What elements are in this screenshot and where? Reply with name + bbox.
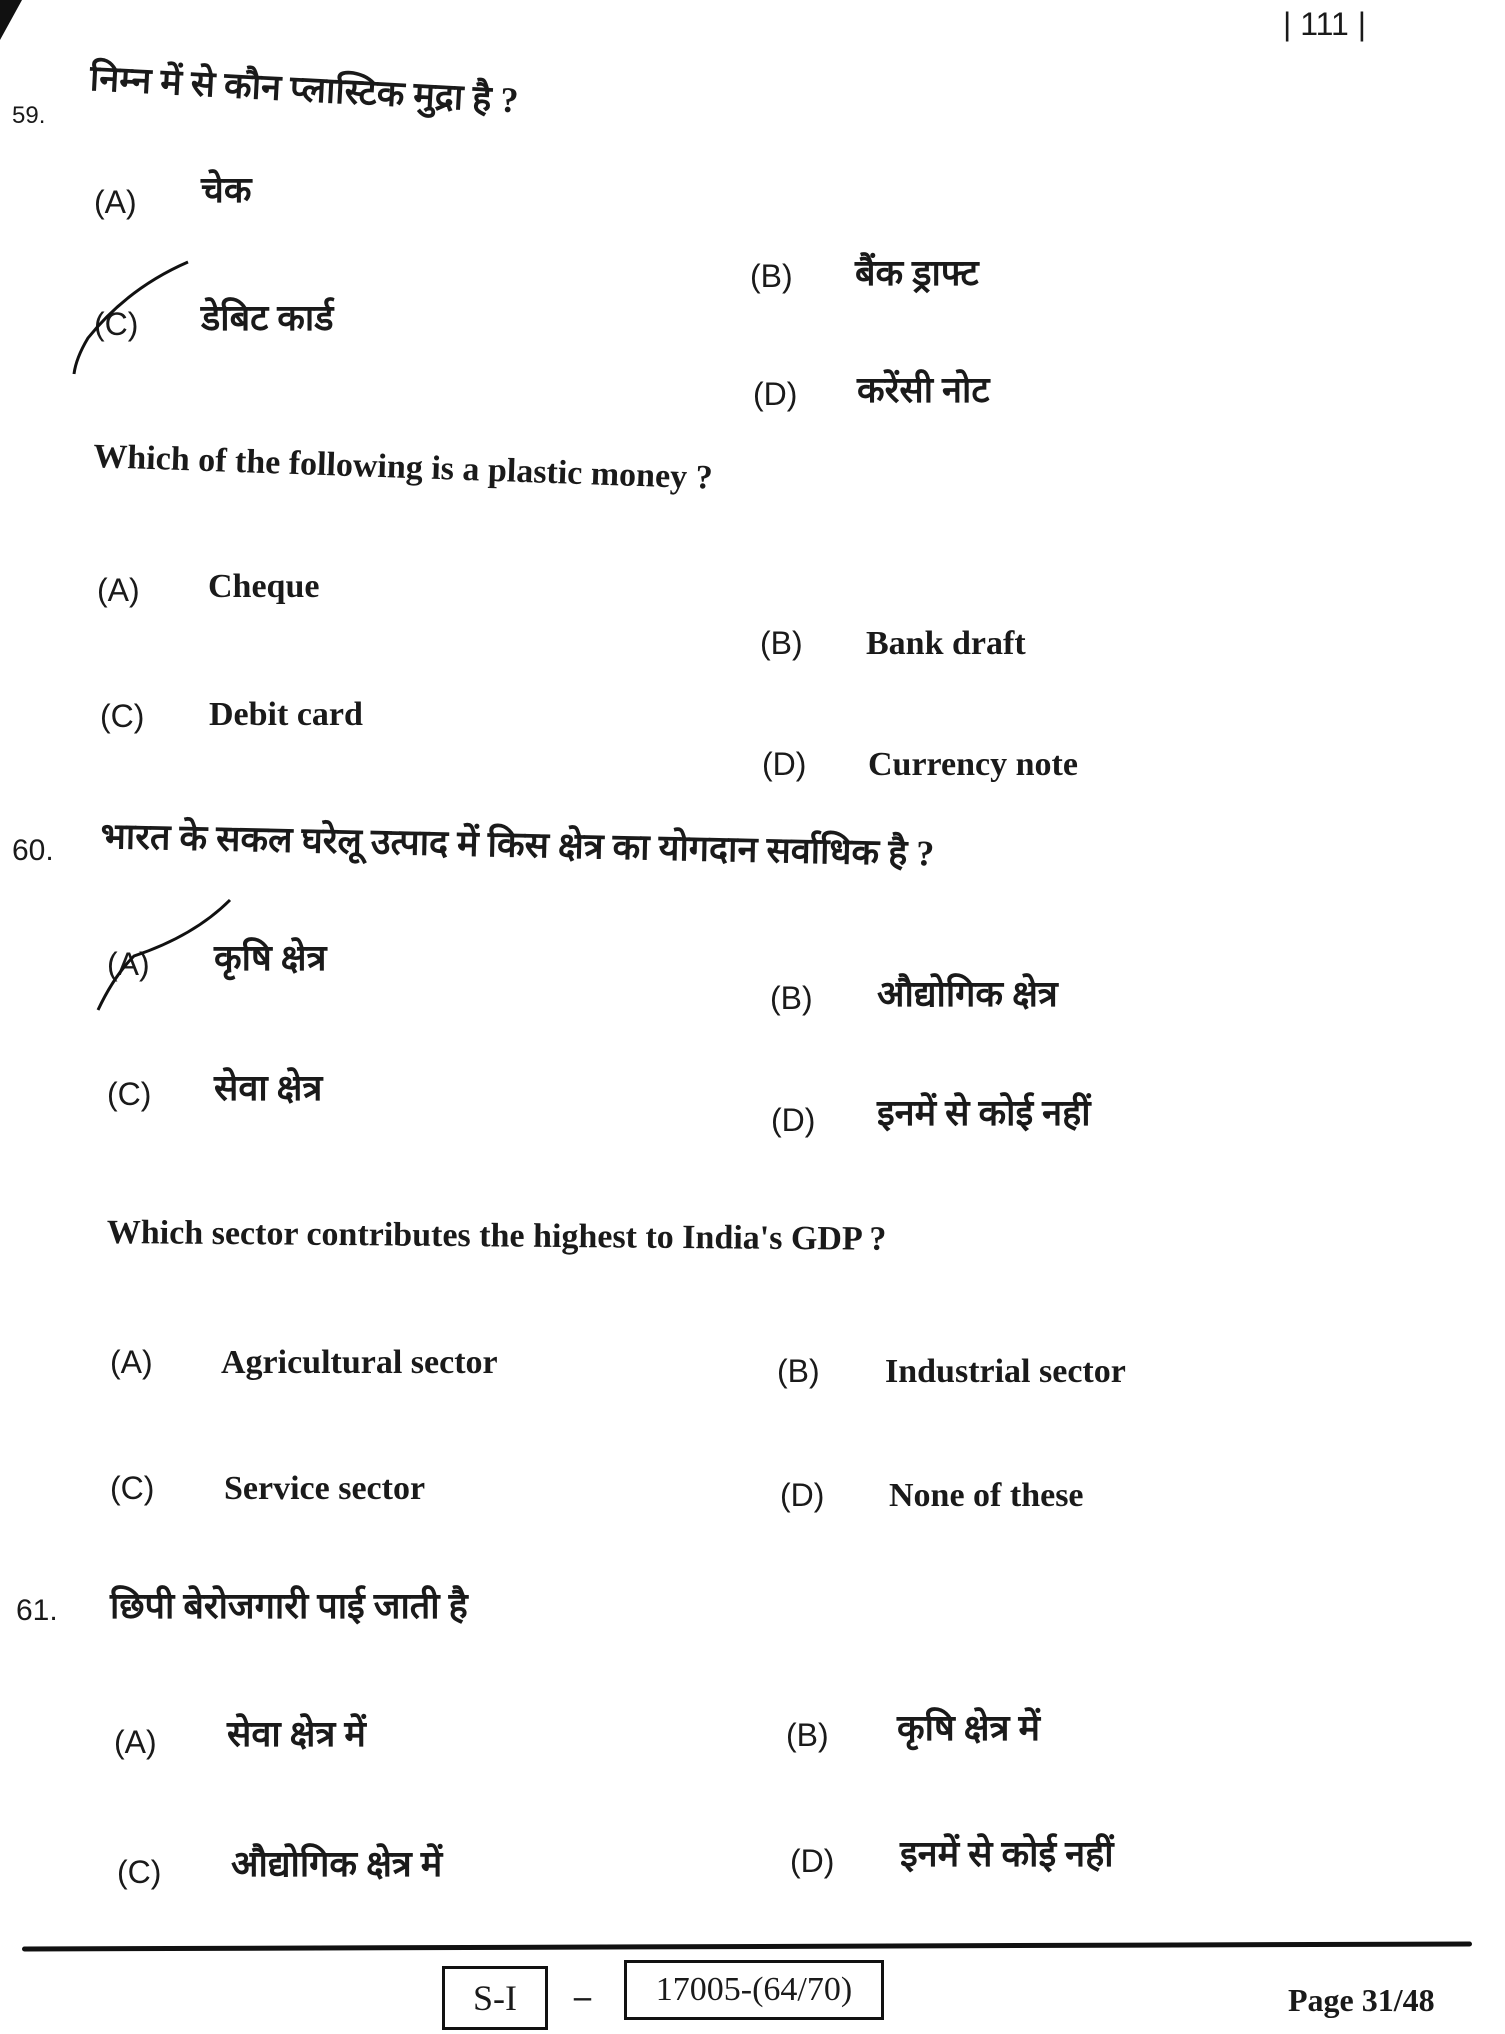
series-box [442,1966,548,2030]
option-label: (C) [107,1076,152,1112]
page-mark: | 111 | [1283,6,1367,42]
option-text: सेवा क्षेत्र में [227,1714,366,1754]
option-label: (C) [94,306,139,342]
option-label: (D) [762,746,807,782]
option-label: (D) [771,1102,816,1138]
option-label: (C) [117,1854,162,1890]
option-text: सेवा क्षेत्र [214,1068,323,1108]
paper-code: 17005-(64/70) [655,1971,853,2008]
footer-rule [22,1941,1472,1951]
option-text: करेंसी नोट [857,370,990,410]
option-text: कृषि क्षेत्र में [897,1708,1040,1748]
option-text: इनमें से कोई नहीं [877,1093,1091,1133]
question-number: 60. [12,834,54,867]
option-text: कृषि क्षेत्र [214,938,327,978]
option-text: इनमें से कोई नहीं [900,1834,1114,1874]
option-text: Bank draft [866,625,1026,662]
option-label: (A) [114,1724,157,1760]
tick-mark [94,896,244,1016]
option-text: Debit card [209,696,363,733]
tick-mark [68,258,198,378]
option-text: बैंक ड्राफ्ट [855,253,979,293]
option-text: Industrial sector [885,1353,1126,1390]
option-label: (B) [770,980,813,1016]
question-text-hindi: भारत के सकल घरेलू उत्पाद में किस क्षेत्र का योगदान सर्वाधिक है ? [100,816,935,874]
option-label: (B) [750,258,793,294]
option-label: (D) [780,1477,825,1513]
series-code: S-I [473,1978,517,2018]
option-text: Agricultural sector [221,1344,498,1381]
page-number: Page 31/48 [1288,1982,1435,2018]
option-label: (D) [753,376,798,412]
option-text: औद्योगिक क्षेत्र [877,974,1058,1014]
option-label: (B) [786,1717,829,1753]
option-text: None of these [889,1477,1084,1514]
option-label: (D) [790,1843,835,1879]
option-text: चेक [201,170,252,210]
option-text: Service sector [224,1470,426,1507]
option-label: (A) [97,572,140,608]
option-label: (A) [107,946,150,982]
question-text-hindi: छिपी बेरोजगारी पाई जाती है [110,1586,468,1626]
question-text-english: Which sector contributes the highest to India's GDP ? [106,1214,887,1258]
question-number: 59. [12,102,46,129]
code-box [624,1960,884,2020]
option-label: (C) [100,698,145,734]
question-text-hindi: निम्न में से कौन प्लास्टिक मुद्रा है ? [89,58,520,121]
option-label: (B) [760,625,803,661]
option-text: डेबिट कार्ड [201,298,334,338]
footer-dash: – [574,1978,591,2015]
option-label: (B) [777,1353,820,1389]
option-text: Currency note [868,746,1078,783]
option-label: (A) [94,184,137,220]
option-text: औद्योगिक क्षेत्र में [231,1844,443,1884]
option-label: (C) [110,1470,155,1506]
corner-mark [0,0,22,40]
question-number: 61. [16,1594,58,1627]
option-text: Cheque [208,568,320,605]
option-label: (A) [110,1344,153,1380]
question-text-english: Which of the following is a plastic money ? [92,438,714,497]
